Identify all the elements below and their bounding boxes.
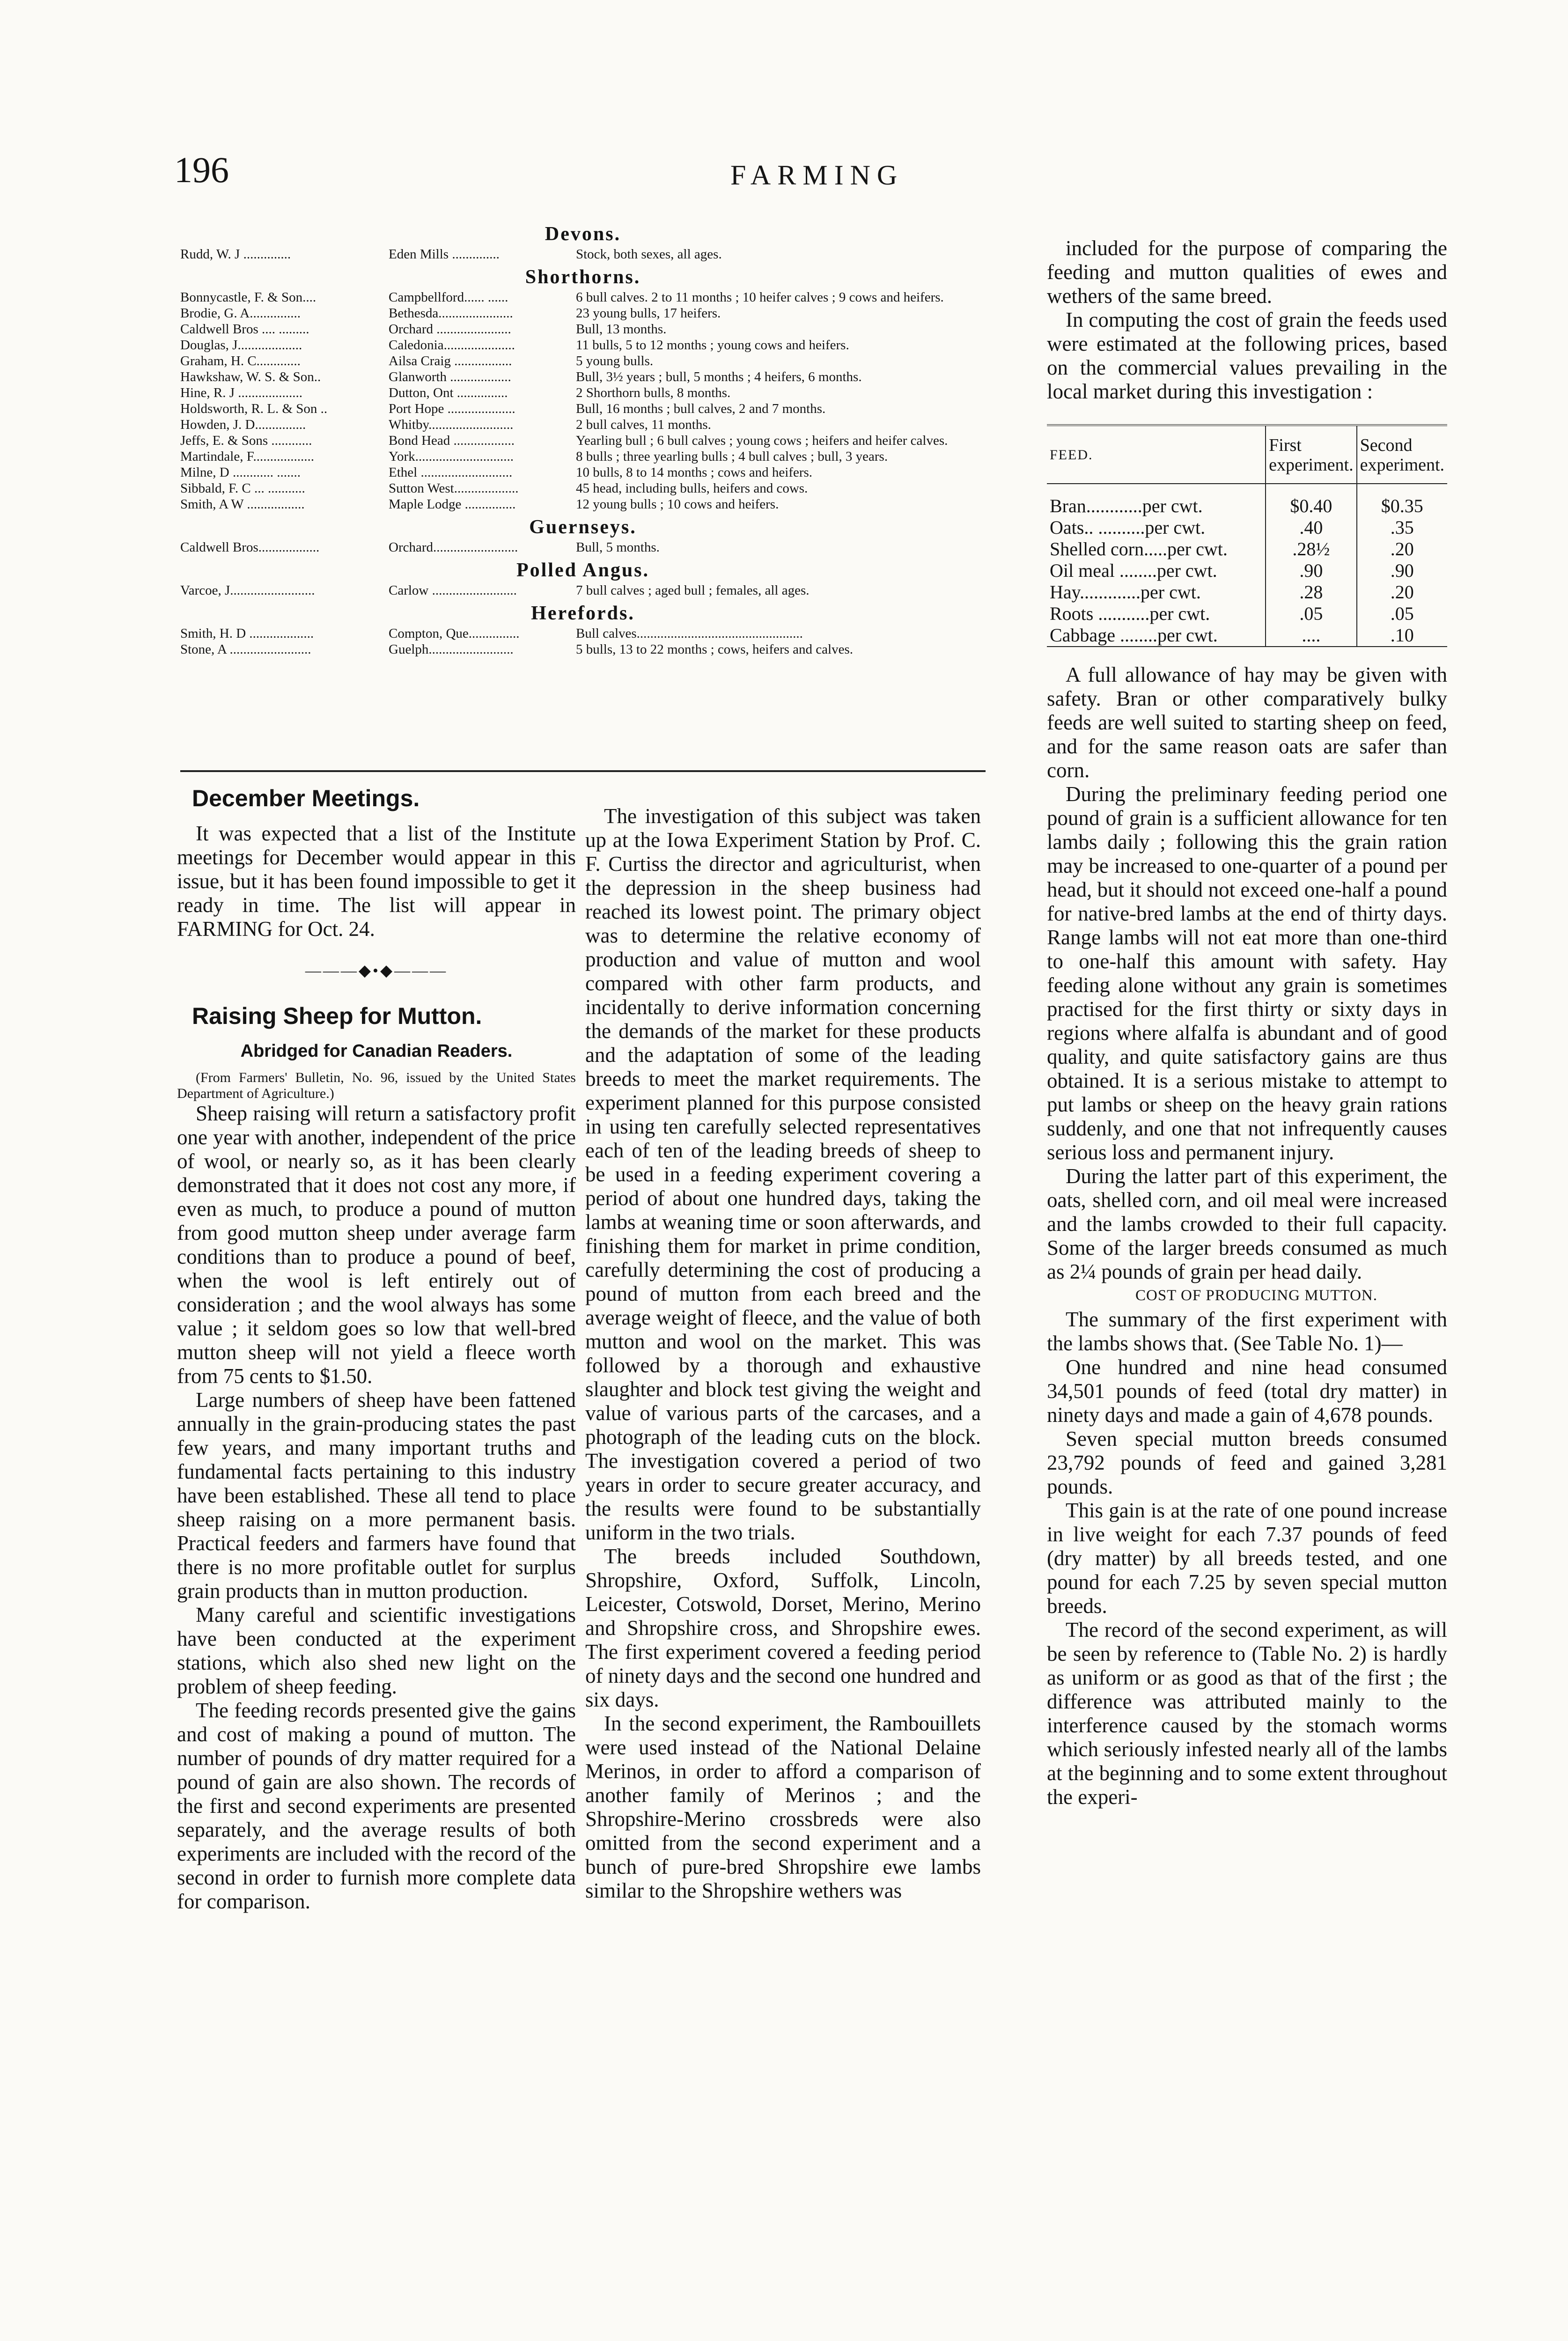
breeder-stock: Bull calves................................................. [576,626,803,641]
breeder-place: Campbellford...... ...... [389,290,508,305]
feed-name: Shelled corn.....per cwt. [1050,538,1228,559]
breeder-name: Douglas, J................... [180,338,302,353]
breeder-row [180,582,986,598]
breeder-row [180,385,986,401]
second-experiment-price: $0.35 [1357,484,1447,517]
second-experiment-price: .10 [1357,625,1447,647]
second-experiment-price: .05 [1357,603,1447,625]
running-head: FARMING [730,160,904,191]
body-paragraph: included for the purpose of comparing the feeding and mutton qualities of ewes and wethers of the same breed. [1047,236,1447,308]
breeder-name: Hawkshaw, W. S. & Son.. [180,369,321,384]
column-3 [1047,236,1447,1809]
col2-paragraphs [585,804,981,1903]
body-paragraph: Many careful and scientific investigations have been conducted at the experiment stations, which also shed new light on the problem of sheep feeding. [177,1603,576,1698]
breeder-name: Brodie, G. A............... [180,306,301,321]
breeder-row [180,417,986,433]
breeder-stock: Yearling bull ; 6 bull calves ; young cows ; heifers and heifer calves. [576,433,948,448]
breeder-row [180,321,986,337]
breeder-name: Howden, J. D............... [180,417,306,432]
breeder-stock: 5 bulls, 13 to 22 months ; cows, heifers and calves. [576,642,853,657]
breeder-place: Orchard......................... [389,540,518,555]
first-experiment-price: $0.40 [1266,484,1356,517]
second-experiment-price: .90 [1357,560,1447,582]
article-title: Raising Sheep for Mutton. [192,1003,482,1029]
breeder-place: York............................. [389,449,514,464]
breeder-row [180,433,986,449]
breeder-stock: Bull, 16 months ; bull calves, 2 and 7 months. [576,401,826,416]
breeders-directory [180,220,986,661]
body-paragraph: Seven special mutton breeds consumed 23,792 pounds of feed and gained 3,281 pounds. [1047,1427,1447,1498]
body-paragraph: During the latter part of this experiment, the oats, shelled corn, and oil meal were increased and the lambs crowded to their full capacity. Some of the larger breeds consumed as much as 2¼ pounds of grain per head daily. [1047,1164,1447,1283]
cost-of-producing-mutton-heading: COST OF PRODUCING MUTTON. [1135,1287,1378,1304]
first-experiment-price: .40 [1266,517,1356,538]
breeder-row [180,289,986,305]
body-paragraph: Large numbers of sheep have been fattened annually in the grain-producing states the past few years, and many important truths and fundamental facts pertaining to this industry have been established. These all tend to place sheep raising on a more permanent basis. Practical feeders and farmers have found that there is no more profitable outlet for surplus grain products than in mutton production. [177,1388,576,1603]
body-paragraph: The feeding records presented give the gains and cost of making a pound of mutton. The number of pounds of dry matter required for a pound of gain are also shown. The records of the first and second experiments are presented separately, and the average results of both experiments are included with the record of the second in order to furnish more complete data for comparison. [177,1699,576,1913]
breeder-place: Sutton West................... [389,481,519,496]
breeder-stock: Stock, both sexes, all ages. [576,247,722,262]
breeder-place: Guelph......................... [389,642,514,657]
first-experiment-price: .28½ [1266,538,1356,560]
first-experiment-price: .... [1266,625,1356,647]
col3-paragraphs-a [1047,663,1447,1284]
breed-heading: Shorthorns. [525,266,641,288]
breeder-name: Rudd, W. J .............. [180,247,291,262]
breeder-place: Eden Mills .............. [389,247,500,262]
breeder-place: Dutton, Ont ............... [389,385,508,400]
body-paragraph: The breeds included Southdown, Shropshire, Oxford, Suffolk, Lincoln, Leicester, Cotswold, Dorset, Merino, Merino and Shropshire cross, and Shropshire ewes. The first experiment covered a feeding period of ninety days and the second one hundred and six days. [585,1545,981,1711]
body-paragraph: The summary of the first experiment with the lambs shows that. (See Table No. 1)— [1047,1308,1447,1355]
breeder-name: Smith, A W ................. [180,497,305,512]
breeder-name: Caldwell Bros .... ......... [180,322,309,337]
feed-name: Oil meal ........per cwt. [1050,560,1217,581]
breeder-place: Orchard ...................... [389,322,511,337]
breeder-name: Jeffs, E. & Sons ............ [180,433,312,448]
breeder-stock: 2 bull calves, 11 months. [576,417,711,432]
breeder-row [180,305,986,321]
ornament-divider: ———◆•◆——— [305,962,448,979]
breed-heading: Herefords. [531,603,635,624]
breeder-stock: 11 bulls, 5 to 12 months ; young cows and heifers. [576,338,849,353]
article-subtitle: Abridged for Canadian Readers. [240,1041,513,1061]
feed-name: Hay.............per cwt. [1050,582,1201,603]
body-paragraph: The record of the second experiment, as will be seen by reference to (Table No. 2) is hardly as uniform or as good as that of the first ; the difference was attributed mainly to the interference caused by the stomach worms which seriously infested nearly all of the lambs at the beginning and to some extent throughout the experi- [1047,1618,1447,1809]
feed-row [1047,625,1447,647]
breeder-stock: 2 Shorthorn bulls, 8 months. [576,385,731,400]
body-paragraph: In the second experiment, the Rambouillets were used instead of the National Delaine Merinos, in order to afford a comparison of another family of Merinos ; and the Shropshire-Merino crossbreds were also omitted from the second experiment and a bunch of pure-bred Shropshire ewe lambs similar to the Shropshire wethers was [585,1712,981,1902]
breeder-stock: Bull, 5 months. [576,540,660,555]
second-experiment-price: .20 [1357,582,1447,603]
directory-section [180,602,986,657]
feed-name: Bran............per cwt. [1050,495,1203,516]
directory-section [180,266,986,512]
source-note: (From Farmers' Bulletin, No. 96, issued by the United States Department of Agriculture.) [177,1070,576,1101]
breeder-name: Sibbald, F. C ... ........... [180,481,305,496]
feed-name: Oats.. ..........per cwt. [1050,517,1206,538]
breeder-row [180,337,986,353]
breeder-stock: 7 bull calves ; aged bull ; females, all ages. [576,583,810,598]
breeder-place: Caledonia..................... [389,338,515,353]
breeder-row [180,626,986,641]
breeder-row [180,496,986,512]
breeder-stock: 5 young bulls. [576,353,654,368]
breeder-name: Martindale, F.................. [180,449,315,464]
breeder-place: Glanworth .................. [389,369,511,384]
breeder-place: Port Hope .................... [389,401,515,416]
feed-row [1047,560,1447,582]
breeder-stock: Bull, 3½ years ; bull, 5 months ; 4 heifers, 6 months. [576,369,862,384]
breeder-stock: Bull, 13 months. [576,322,667,337]
body-paragraph: During the preliminary feeding period one pound of grain is a sufficient allowance for ten lambs daily ; following this the grain ration may be increased to one-quarter of a pound per head, but it should not exceed one-half a pound for native-bred lambs at the end of thirty days. Range lambs will not eat more than one-third to one-half this amount with safety. Hay feeding alone without any grain is sometimes practised for the first thirty or sixty days in regions where alfalfa is abundant and of good quality, and quite satisfactory gains are thus obtained. It is a serious mistake to attempt to put lambs or sheep on the heavy grain rations suddenly, and one that not infrequently causes serious loss and permanent injury. [1047,782,1447,1164]
first-experiment-price: .05 [1266,603,1356,625]
breeder-place: Bethesda...................... [389,306,513,321]
breeder-row [180,539,986,555]
breeder-row [180,449,986,464]
body-paragraph: Sheep raising will return a satisfactory profit one year with another, independent of the price of wool, or nearly so, as it has been clearly demonstrated that it does not cost any more, if even as much, to produce a pound of mutton from good mutton sheep under average farm conditions than to produce a pound of beef, when the wool is left entirely out of consideration ; and the wool always has some value ; it seldom goes so low that well-bred mutton sheep will not yield a fleece worth from 75 cents to $1.50. [177,1102,576,1388]
feed-name: Cabbage ........per cwt. [1047,625,1266,647]
breeder-stock: 10 bulls, 8 to 14 months ; cows and heifers. [576,465,813,480]
second-experiment-price: .35 [1357,517,1447,538]
breeder-name: Holdsworth, R. L. & Son .. [180,401,328,416]
body-paragraph: This gain is at the rate of one pound increase in live weight for each 7.37 pounds of feed (dry matter) by all breeds tested, and one pound for each 7.25 by seven special mutton breeds. [1047,1499,1447,1618]
breeder-place: Compton, Que............... [389,626,520,641]
feed-row [1047,603,1447,625]
col3-intro-paragraphs [1047,236,1447,404]
breeder-name: Varcoe, J......................... [180,583,315,598]
breeder-place: Carlow ......................... [389,583,517,598]
december-meetings-text: It was expected that a list of the Institute meetings for December would appear in this issue, but it has been found impossible to get it ready in time. The list will appear in FARMING for Oct. 24. [177,822,576,941]
breeder-name: Milne, D ............ ....... [180,465,301,480]
directory-section [180,223,986,262]
breeder-place: Ailsa Craig ................. [389,353,512,368]
col3-paragraphs-b [1047,1308,1447,1809]
feed-name: Roots ...........per cwt. [1050,603,1210,624]
feed-row [1047,517,1447,538]
breeder-row [180,369,986,385]
breeder-stock: 23 young bulls, 17 heifers. [576,306,721,321]
directory-section [180,516,986,555]
breeder-place: Bond Head .................. [389,433,515,448]
breeder-stock: 45 head, including bulls, heifers and cows. [576,481,808,496]
breeder-stock: 12 young bulls ; 10 cows and heifers. [576,497,779,512]
feed-header: FEED. [1047,425,1266,484]
breeder-row [180,246,986,262]
breed-heading: Guernseys. [529,516,637,538]
body-paragraph: One hundred and nine head consumed 34,501 pounds of feed (total dry matter) in ninety days and made a gain of 4,678 pounds. [1047,1355,1447,1427]
breeder-place: Whitby......................... [389,417,514,432]
breeder-row [180,641,986,657]
column-2 [585,804,981,1903]
breeder-stock: 8 bulls ; three yearling bulls ; 4 bull calves ; bull, 3 years. [576,449,888,464]
directory-rule [180,770,986,772]
directory-section [180,559,986,598]
breeder-name: Caldwell Bros.................. [180,540,320,555]
breeder-stock: 6 bull calves. 2 to 11 months ; 10 heifer calves ; 9 cows and heifers. [576,290,944,305]
body-paragraph: The investigation of this subject was taken up at the Iowa Experiment Station by Prof. C. F. Curtiss the director and agriculturist, when the depression in the sheep business had reached its lowest point. The primary object was to determine the relative economy of production and value of mutton and wool compared with other farm products, and incidentally to derive information concerning the demands of the market for these products and the adaptation of some of the leading breeds to meet the market requirements. The experiment planned for this purpose consisted in using ten carefully selected representatives each of ten of the leading breeds of sheep to be used in a feeding experiment covering a period of about one hundred days, taking the lambs at weaning time or soon afterwards, and finishing them for market in prime condition, carefully determining the cost of producing a pound of mutton from each breed and the average weight of fleece, and the value of both mutton and wool on the market. This was followed by a thorough and exhaustive slaughter and block test giving the weight and value of various parts of the carcases, and a photograph of the leading cuts on the block. The investigation covered a period of two years in order to secure greater accuracy, and the results were found to be substantially uniform in the two trials. [585,804,981,1544]
breeder-name: Stone, A ........................ [180,642,311,657]
breeder-row [180,464,986,480]
second-experiment-price: .20 [1357,538,1447,560]
feed-row [1047,582,1447,603]
breeder-name: Bonnycastle, F. & Son.... [180,290,317,305]
feed-row [1047,538,1447,560]
breeder-row [180,353,986,369]
col1-paragraphs [177,1102,576,1914]
first-experiment-price: .28 [1266,582,1356,603]
december-meetings-title: December Meetings. [192,785,420,811]
feed-price-table [1047,424,1447,647]
breeder-name: Hine, R. J ................... [180,385,302,400]
feed-row [1047,484,1447,517]
second-experiment-header: Second experiment. [1357,425,1447,484]
breeder-place: Maple Lodge ............... [389,497,516,512]
breeder-row [180,480,986,496]
breeder-name: Smith, H. D ................... [180,626,314,641]
first-experiment-header: First experiment. [1266,425,1356,484]
breeder-row [180,401,986,417]
column-1 [177,787,576,1914]
first-experiment-price: .90 [1266,560,1356,582]
breed-heading: Polled Angus. [516,559,650,581]
page-number: 196 [174,149,229,190]
body-paragraph: In computing the cost of grain the feeds used were estimated at the following prices, based on the commercial values prevailing in the local market during this investigation : [1047,308,1447,403]
breeder-place: Ethel ........................... [389,465,513,480]
breed-heading: Devons. [545,223,621,245]
breeder-name: Graham, H. C............. [180,353,301,368]
body-paragraph: A full allowance of hay may be given with safety. Bran or other comparatively bulky feeds are well suited to starting sheep on feed, and for the same reason oats are safer than corn. [1047,663,1447,782]
